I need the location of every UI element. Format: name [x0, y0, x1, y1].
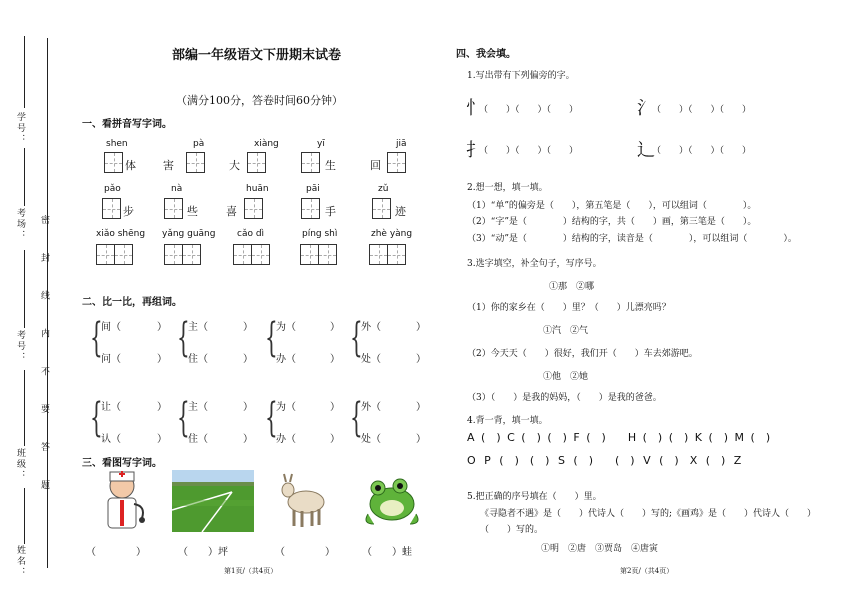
pinyin: píng shì [302, 229, 338, 239]
compare-char: 间（ [101, 322, 121, 333]
compare-char: 办（ [276, 354, 296, 365]
writing-box[interactable] [244, 198, 263, 219]
close-paren: ） [243, 354, 253, 365]
exam-no-label: 考号： [15, 330, 25, 363]
pinyin: xiǎo shēng [96, 229, 146, 239]
answer-blank[interactable]: （ ） [275, 547, 335, 558]
radical: 扌 [466, 140, 484, 161]
writing-box[interactable] [96, 244, 115, 265]
exam-title: 部编一年级语文下册期末试卷 [172, 48, 342, 63]
q3-options: ①那 ②哪 [549, 282, 595, 292]
exam-subtitle: （满分100分，答卷时间60分钟） [176, 94, 343, 107]
brace: { [90, 315, 103, 361]
radical-blanks[interactable]: （ ）（ ）（ ） [652, 146, 752, 156]
close-paren: ） [416, 354, 426, 365]
student-id-underline [24, 36, 25, 108]
compare-char: 处（ [361, 434, 381, 445]
exam-room-label: 考场： [15, 208, 25, 241]
q5-text: 5.把正确的序号填在（ ）里。 [467, 492, 602, 502]
alphabet-line-1: A ( ) C ( ) ( ) F ( ) H ( ) ( ) K ( ) M ( ) [467, 431, 771, 444]
pinyin: huān [246, 184, 269, 194]
q4-text: 4.背一背，填一填。 [467, 416, 548, 426]
brace: { [350, 395, 363, 441]
writing-box[interactable] [164, 244, 183, 265]
pinyin: cǎo dì [237, 229, 265, 239]
writing-box[interactable] [300, 244, 319, 265]
q2-text: 2.想一想，填一填。 [467, 183, 548, 193]
char-text: 迹 [395, 205, 406, 218]
writing-box[interactable] [114, 244, 133, 265]
page-footer-2: 第2页/（共4页） [620, 567, 674, 575]
compare-char: 让（ [101, 402, 121, 413]
close-paren: ） [416, 322, 426, 333]
doctor-image [98, 470, 150, 532]
q5-line: （ ）写的。 [480, 525, 544, 535]
compare-char: 为（ [276, 402, 296, 413]
q3-sentence: （2）今天天（ ）很好，我们开（ ）车去郊游吧。 [467, 349, 698, 359]
compare-char: 处（ [361, 354, 381, 365]
section-2-heading: 二、比一比，再组词。 [82, 297, 182, 308]
compare-char: 住（ [188, 354, 208, 365]
radical-blanks[interactable]: （ ）（ ）（ ） [652, 105, 752, 115]
char-text: 些 [187, 205, 198, 218]
char-text: 步 [123, 205, 134, 218]
writing-box[interactable] [301, 198, 320, 219]
compare-char: 为（ [276, 322, 296, 333]
writing-box[interactable] [182, 244, 201, 265]
close-paren: ） [243, 402, 253, 413]
close-paren: ） [330, 322, 340, 333]
q3-sentence: （1）你的家乡在（ ）里？（ ）儿漂亮吗？ [467, 303, 671, 313]
q1-text: 1.写出带有下列偏旁的字。 [467, 71, 575, 81]
writing-box[interactable] [387, 152, 406, 173]
radical: 氵 [637, 98, 655, 119]
page-footer-1: 第1页/（共4页） [224, 567, 278, 575]
frog-image [360, 470, 422, 530]
close-paren: ） [416, 434, 426, 445]
close-paren: ） [157, 354, 167, 365]
q5-line: 《寻隐者不遇》是（ ）代诗人（ ）写的;《画鸡》是（ ）代诗人（ ） [480, 509, 817, 519]
class-underline [24, 370, 25, 446]
q2-line: （3）“动”是（ ）结构的字，读音是（ ），可以组词（ ）。 [467, 234, 797, 244]
compare-char: 问（ [101, 354, 121, 365]
compare-char: 主（ [188, 322, 208, 333]
name-label: 姓名： [15, 545, 25, 578]
pinyin: yī [317, 139, 325, 149]
grass-field-image [172, 470, 254, 532]
pinyin: pà [193, 139, 205, 149]
compare-char: 办（ [276, 434, 296, 445]
pinyin: jiā [396, 139, 407, 149]
pinyin: nà [171, 184, 183, 194]
q5-options: ①明 ②唐 ③贾岛 ④唐寅 [541, 544, 659, 554]
brace: { [350, 315, 363, 361]
answer-blank[interactable]: （ ） [86, 547, 146, 558]
section-1-heading: 一、看拼音写字词。 [82, 119, 172, 130]
alphabet-line-2: O P ( ) ( ) S ( ) ( ) V ( ) X ( ) Z [467, 454, 742, 467]
char-text: 害 [163, 159, 174, 172]
compare-char: 外（ [361, 402, 381, 413]
answer-blank[interactable]: （ ）坪 [178, 547, 228, 558]
writing-box[interactable] [318, 244, 337, 265]
compare-char: 外（ [361, 322, 381, 333]
q3-text: 3.选字填空，补全句子，写序号。 [467, 259, 602, 269]
writing-box[interactable] [102, 198, 121, 219]
name-underline [24, 488, 25, 544]
radical: 忄 [466, 98, 484, 119]
compare-char: 认（ [101, 434, 121, 445]
exam-room-underline [24, 148, 25, 206]
brace: { [265, 395, 278, 441]
section-4-heading: 四、我会填。 [456, 49, 516, 60]
goat-image [276, 470, 332, 530]
close-paren: ） [416, 402, 426, 413]
q2-line: （1）“单”的偏旁是（ ），第五笔是（ ），可以组词（ ）。 [467, 201, 757, 211]
seal-text: 密 封 线 内 不 要 答 题 [39, 215, 49, 503]
pinyin: yǎng guāng [162, 229, 216, 239]
writing-box[interactable] [104, 152, 123, 173]
section-3-heading: 三、看图写字词。 [82, 458, 162, 469]
writing-box[interactable] [164, 198, 183, 219]
pinyin: pāi [306, 184, 320, 194]
char-text: 回 [370, 159, 381, 172]
writing-box[interactable] [369, 244, 388, 265]
pinyin: zhè yàng [371, 229, 413, 239]
brace: { [90, 395, 103, 441]
char-text: 手 [325, 205, 336, 218]
writing-box[interactable] [247, 152, 266, 173]
close-paren: ） [330, 402, 340, 413]
answer-blank[interactable]: （ ）蛙 [362, 547, 412, 558]
brace: { [177, 395, 190, 441]
close-paren: ） [157, 322, 167, 333]
char-text: 喜 [226, 205, 237, 218]
writing-box[interactable] [251, 244, 270, 265]
writing-box[interactable] [301, 152, 320, 173]
pinyin: pǎo [104, 184, 121, 194]
pinyin: xiàng [254, 139, 279, 149]
radical: 辶 [637, 140, 655, 161]
writing-box[interactable] [233, 244, 252, 265]
brace: { [265, 315, 278, 361]
q3-options: ①汽 ②气 [543, 326, 589, 336]
char-text: 大 [229, 159, 240, 172]
student-id-label: 学号： [15, 112, 25, 145]
compare-char: 住（ [188, 434, 208, 445]
char-text: 生 [325, 159, 336, 172]
brace: { [177, 315, 190, 361]
writing-box[interactable] [372, 198, 391, 219]
q2-line: （2）“字”是（ ）结构的字，共（ ）画，第三笔是（ ）。 [467, 217, 757, 227]
close-paren: ） [243, 322, 253, 333]
char-text: 体 [125, 159, 136, 172]
exam-no-underline [24, 250, 25, 328]
q3-options: ①他 ②她 [543, 372, 589, 382]
close-paren: ） [330, 354, 340, 365]
pinyin: zǔ [378, 184, 389, 194]
radical-blanks[interactable]: （ ）（ ）（ ） [479, 105, 579, 115]
compare-char: 主（ [188, 402, 208, 413]
close-paren: ） [330, 434, 340, 445]
pinyin: shen [106, 139, 128, 149]
writing-box[interactable] [186, 152, 205, 173]
writing-box[interactable] [387, 244, 406, 265]
close-paren: ） [243, 434, 253, 445]
class-label: 班级： [15, 448, 25, 481]
close-paren: ） [157, 402, 167, 413]
q3-sentence: （3）（ ）是我的妈妈，（ ）是我的爸爸。 [467, 393, 662, 403]
radical-blanks[interactable]: （ ）（ ）（ ） [479, 146, 579, 156]
close-paren: ） [157, 434, 167, 445]
